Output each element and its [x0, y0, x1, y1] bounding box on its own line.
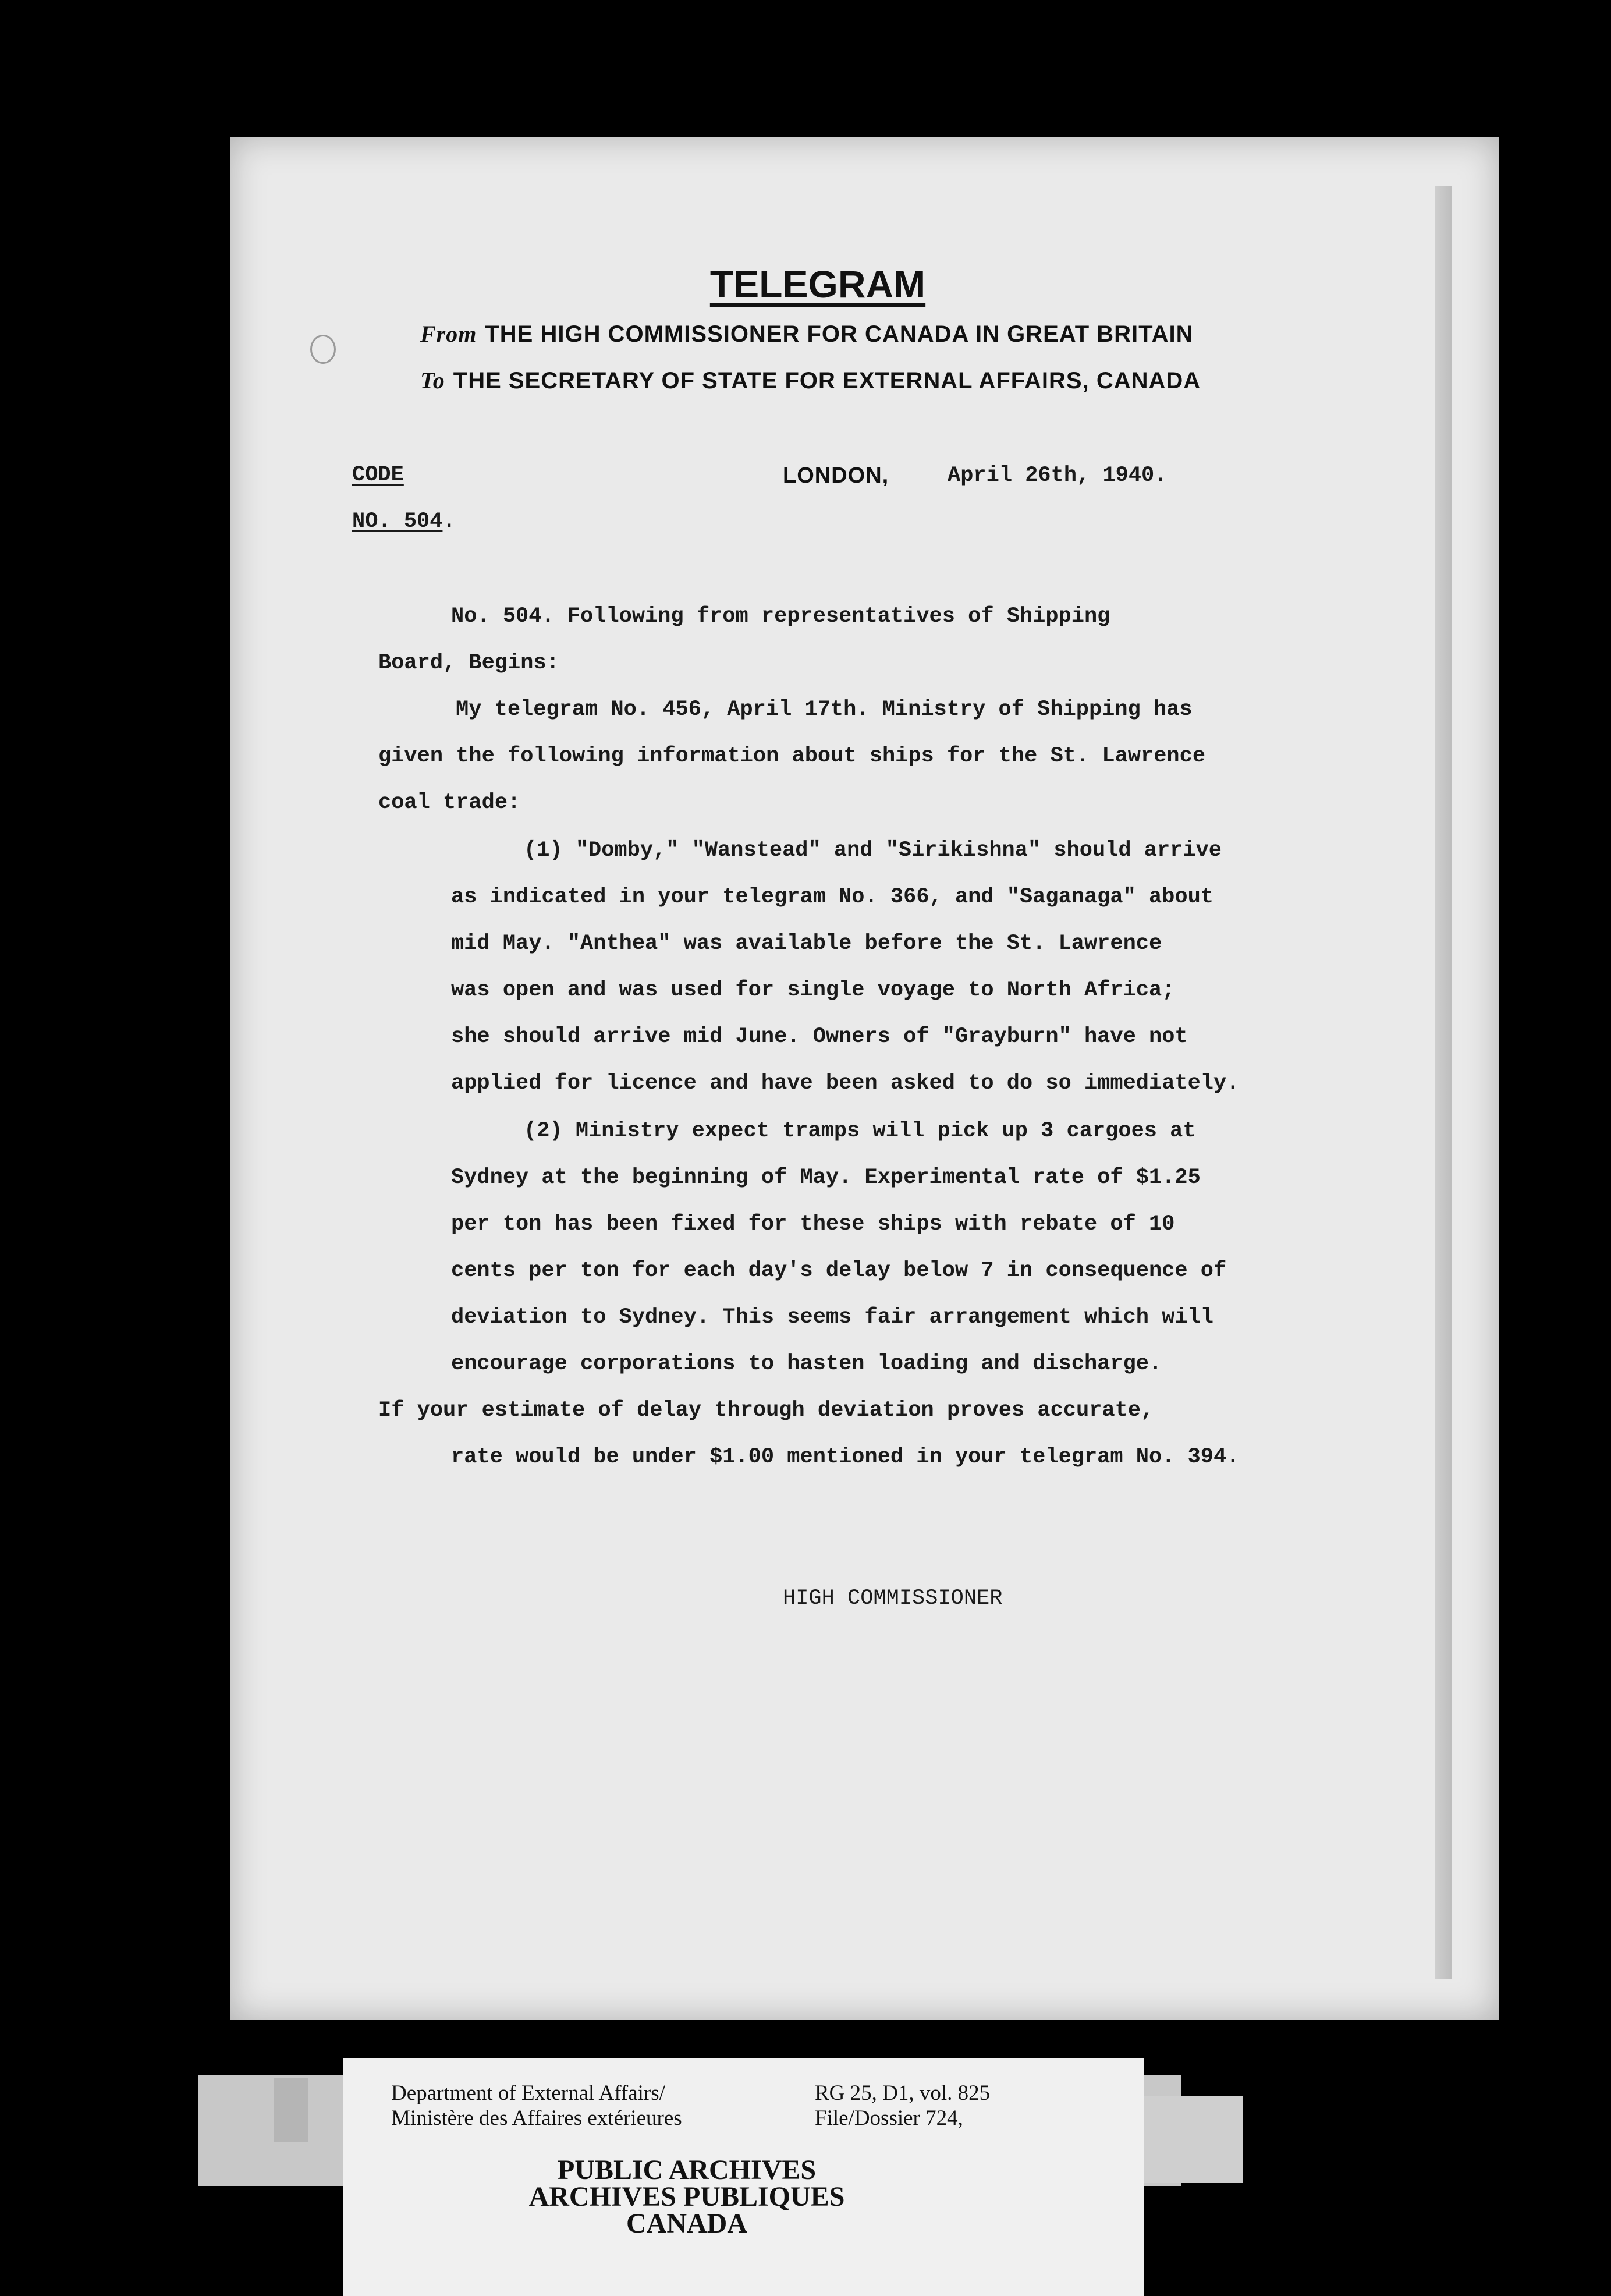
body-line: mid May. "Anthea" was available before the St. Lawrence — [451, 931, 1162, 956]
from-prefix: From — [420, 321, 477, 347]
code-label: CODE — [352, 463, 404, 487]
body-line: encourage corporations to hasten loading and discharge. — [451, 1352, 1162, 1376]
place: LONDON, — [783, 463, 889, 488]
body-line: Sydney at the beginning of May. Experimental rate of $1.25 — [451, 1165, 1201, 1190]
body-line: Board, Begins: — [378, 651, 559, 675]
archive-reference: RG 25, D1, vol. 825 — [815, 2081, 991, 2105]
message-number-dot: . — [442, 509, 456, 534]
body-line: given the following information about ships for the St. Lawrence — [378, 744, 1206, 768]
archive-label-tab-left — [274, 2078, 308, 2142]
body-line: was open and was used for single voyage to North Africa; — [451, 978, 1175, 1002]
to-prefix: To — [420, 367, 445, 394]
from-line — [420, 320, 1193, 348]
archives-stamp-line: PUBLIC ARCHIVES — [557, 2155, 817, 2185]
archive-label-tab — [1129, 2096, 1243, 2183]
body-line: (2) Ministry expect tramps will pick up 3 cargoes at — [524, 1119, 1196, 1143]
archives-stamp — [466, 2157, 908, 2237]
body-line: coal trade: — [378, 791, 521, 815]
body-line: applied for licence and have been asked to do so immediately. — [451, 1071, 1240, 1096]
body-line: (1) "Domby," "Wanstead" and "Sirikishna" should arrive — [524, 838, 1222, 863]
from-text: THE HIGH COMMISSIONER FOR CANADA IN GREAT BRITAIN — [485, 321, 1194, 347]
department-en: Department of External Affairs/ — [391, 2081, 665, 2105]
body-line: she should arrive mid June. Owners of "Grayburn" have not — [451, 1025, 1188, 1049]
signature: HIGH COMMISSIONER — [783, 1586, 1003, 1611]
archives-stamp-line: CANADA — [626, 2208, 747, 2239]
body-line: No. 504. Following from representatives of Shipping — [451, 604, 1110, 629]
body-line: deviation to Sydney. This seems fair arrangement which will — [451, 1305, 1214, 1330]
page-fold-shadow — [1435, 186, 1452, 1979]
department-fr: Ministère des Affaires extérieures — [391, 2106, 682, 2130]
archives-stamp-line: ARCHIVES PUBLIQUES — [528, 2181, 845, 2212]
message-number-text: NO. 504 — [352, 509, 443, 534]
body-line: My telegram No. 456, April 17th. Ministry of Shipping has — [456, 697, 1193, 722]
date: April 26th, 1940. — [948, 463, 1168, 488]
body-line: per ton has been fixed for these ships with rebate of 10 — [451, 1212, 1175, 1236]
to-line — [420, 367, 1201, 394]
telegram-title: TELEGRAM — [709, 263, 926, 306]
file-reference: File/Dossier 724, — [815, 2106, 963, 2130]
to-text: THE SECRETARY OF STATE FOR EXTERNAL AFFAIRS, CANADA — [453, 368, 1201, 394]
body-line: rate would be under $1.00 mentioned in your telegram No. 394. — [451, 1445, 1240, 1469]
body-line: If your estimate of delay through deviation proves accurate, — [378, 1398, 1154, 1423]
punch-hole — [310, 335, 336, 364]
body-line: cents per ton for each day's delay below 7 in consequence of — [451, 1259, 1227, 1283]
body-line: as indicated in your telegram No. 366, and "Saganaga" about — [451, 885, 1214, 909]
message-number — [352, 509, 456, 534]
